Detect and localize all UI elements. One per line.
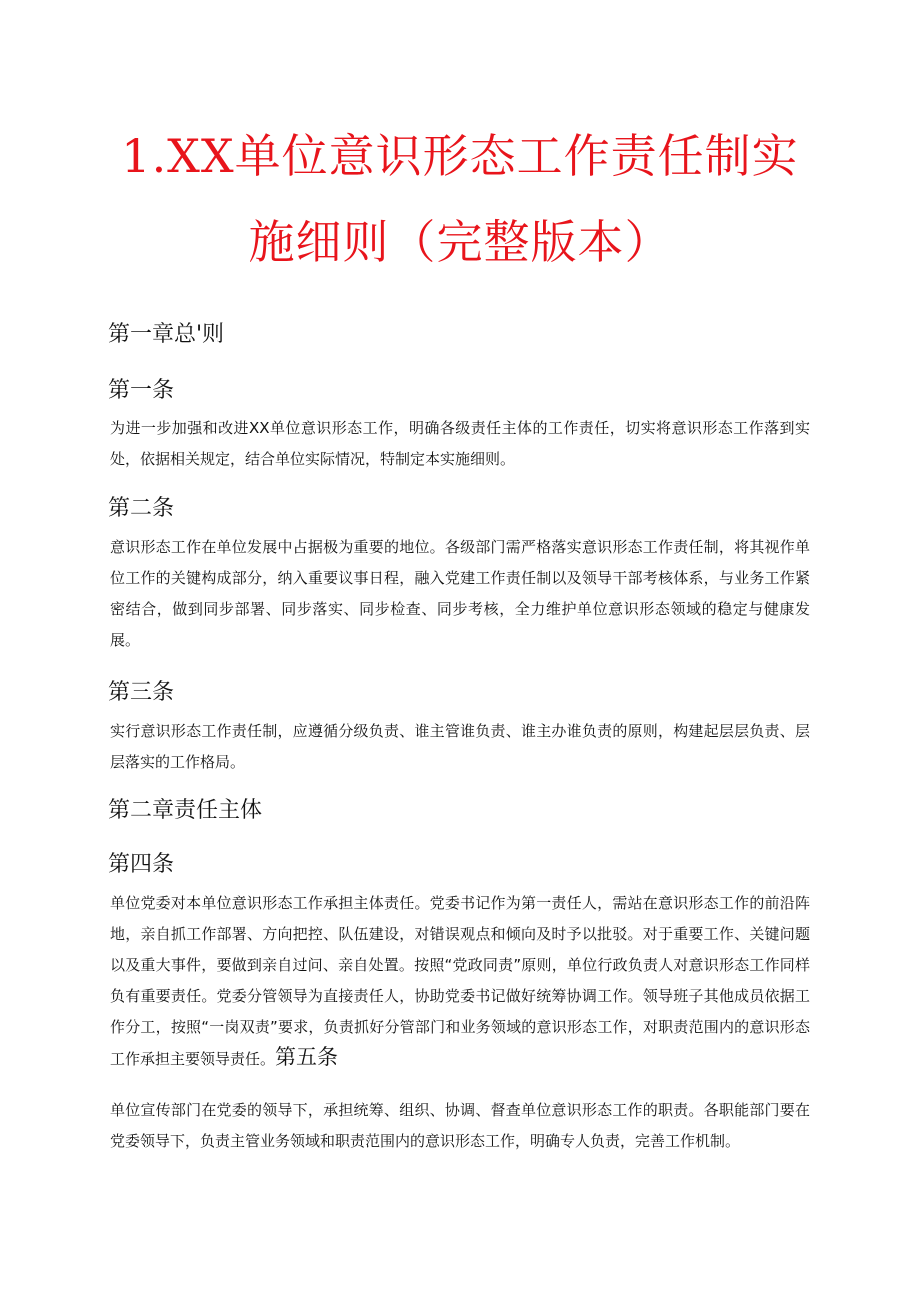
document-title-line-2: 施细则（完整版本） — [248, 215, 672, 269]
article-3-heading: 第三条 — [108, 680, 175, 705]
article-1-heading: 第一条 — [108, 378, 175, 403]
article-1-text: 为进一步加强和改进XX单位意识形态工作，明确各级责任主体的工作责任，切实将意识形态工作落到实处，依据相关规定，结合单位实际情况，特制定本实施细则。 — [110, 419, 810, 468]
article-2-heading: 第二条 — [108, 496, 175, 521]
article-4-body: 单位党委对本单位意识形态工作承担主体责任。党委书记作为第一责任人，需站在意识形态工作的前沿阵地，亲自抓工作部署、方向把控、队伍建设，对错误观点和倾向及时予以批驳。对于重要工作、关键问题以及重大事件，要做到亲自过问、亲自处置。按照“党政同责”原则，单位行政负责人对意识形态工作同样负有重要责任。党委分管领导为直接责任人，协助党委书记做好统筹协调工作。领导班子其他成员依据工作分工，按照“一岗双责”要求，负责抓好分管部门和业务领域的意识形态工作，对职责范围内的意识形态工作承担主要领导责任。 — [110, 894, 810, 1068]
article-2-text: 意识形态工作在单位发展中占据极为重要的地位。各级部门需严格落实意识形态工作责任制，将其视作单位工作的关键构成部分，纳入重要议事日程，融入党建工作责任制以及领导干部考核体系，与业务工作紧密结合，做到同步部署、同步落实、同步检查、同步考核，全力维护单位意识形态领域的稳定与健康发展。 — [110, 538, 810, 649]
document-title-line-1: 1.XX单位意识形态工作责任制实 — [121, 129, 799, 183]
article-5-text: 单位宣传部门在党委的领导下，承担统筹、组织、协调、督查单位意识形态工作的职责。各职能部门要在党委领导下，负责主管业务领域和职责范围内的意识形态工作，明确专人负责，完善工作机制。 — [110, 1101, 810, 1150]
chapter-2-heading: 第二章责任主体 — [108, 798, 263, 823]
chapter-1-heading: 第一章总'则 — [108, 322, 225, 347]
article-4-heading: 第四条 — [108, 852, 175, 877]
article-3-text: 实行意识形态工作责任制，应遵循分级负责、谁主管谁负责、谁主办谁负责的原则，构建起层层负责、层层落实的工作格局。 — [110, 722, 810, 771]
article-5-heading: 第五条 — [275, 1045, 339, 1069]
article-4-text — [110, 888, 810, 1075]
